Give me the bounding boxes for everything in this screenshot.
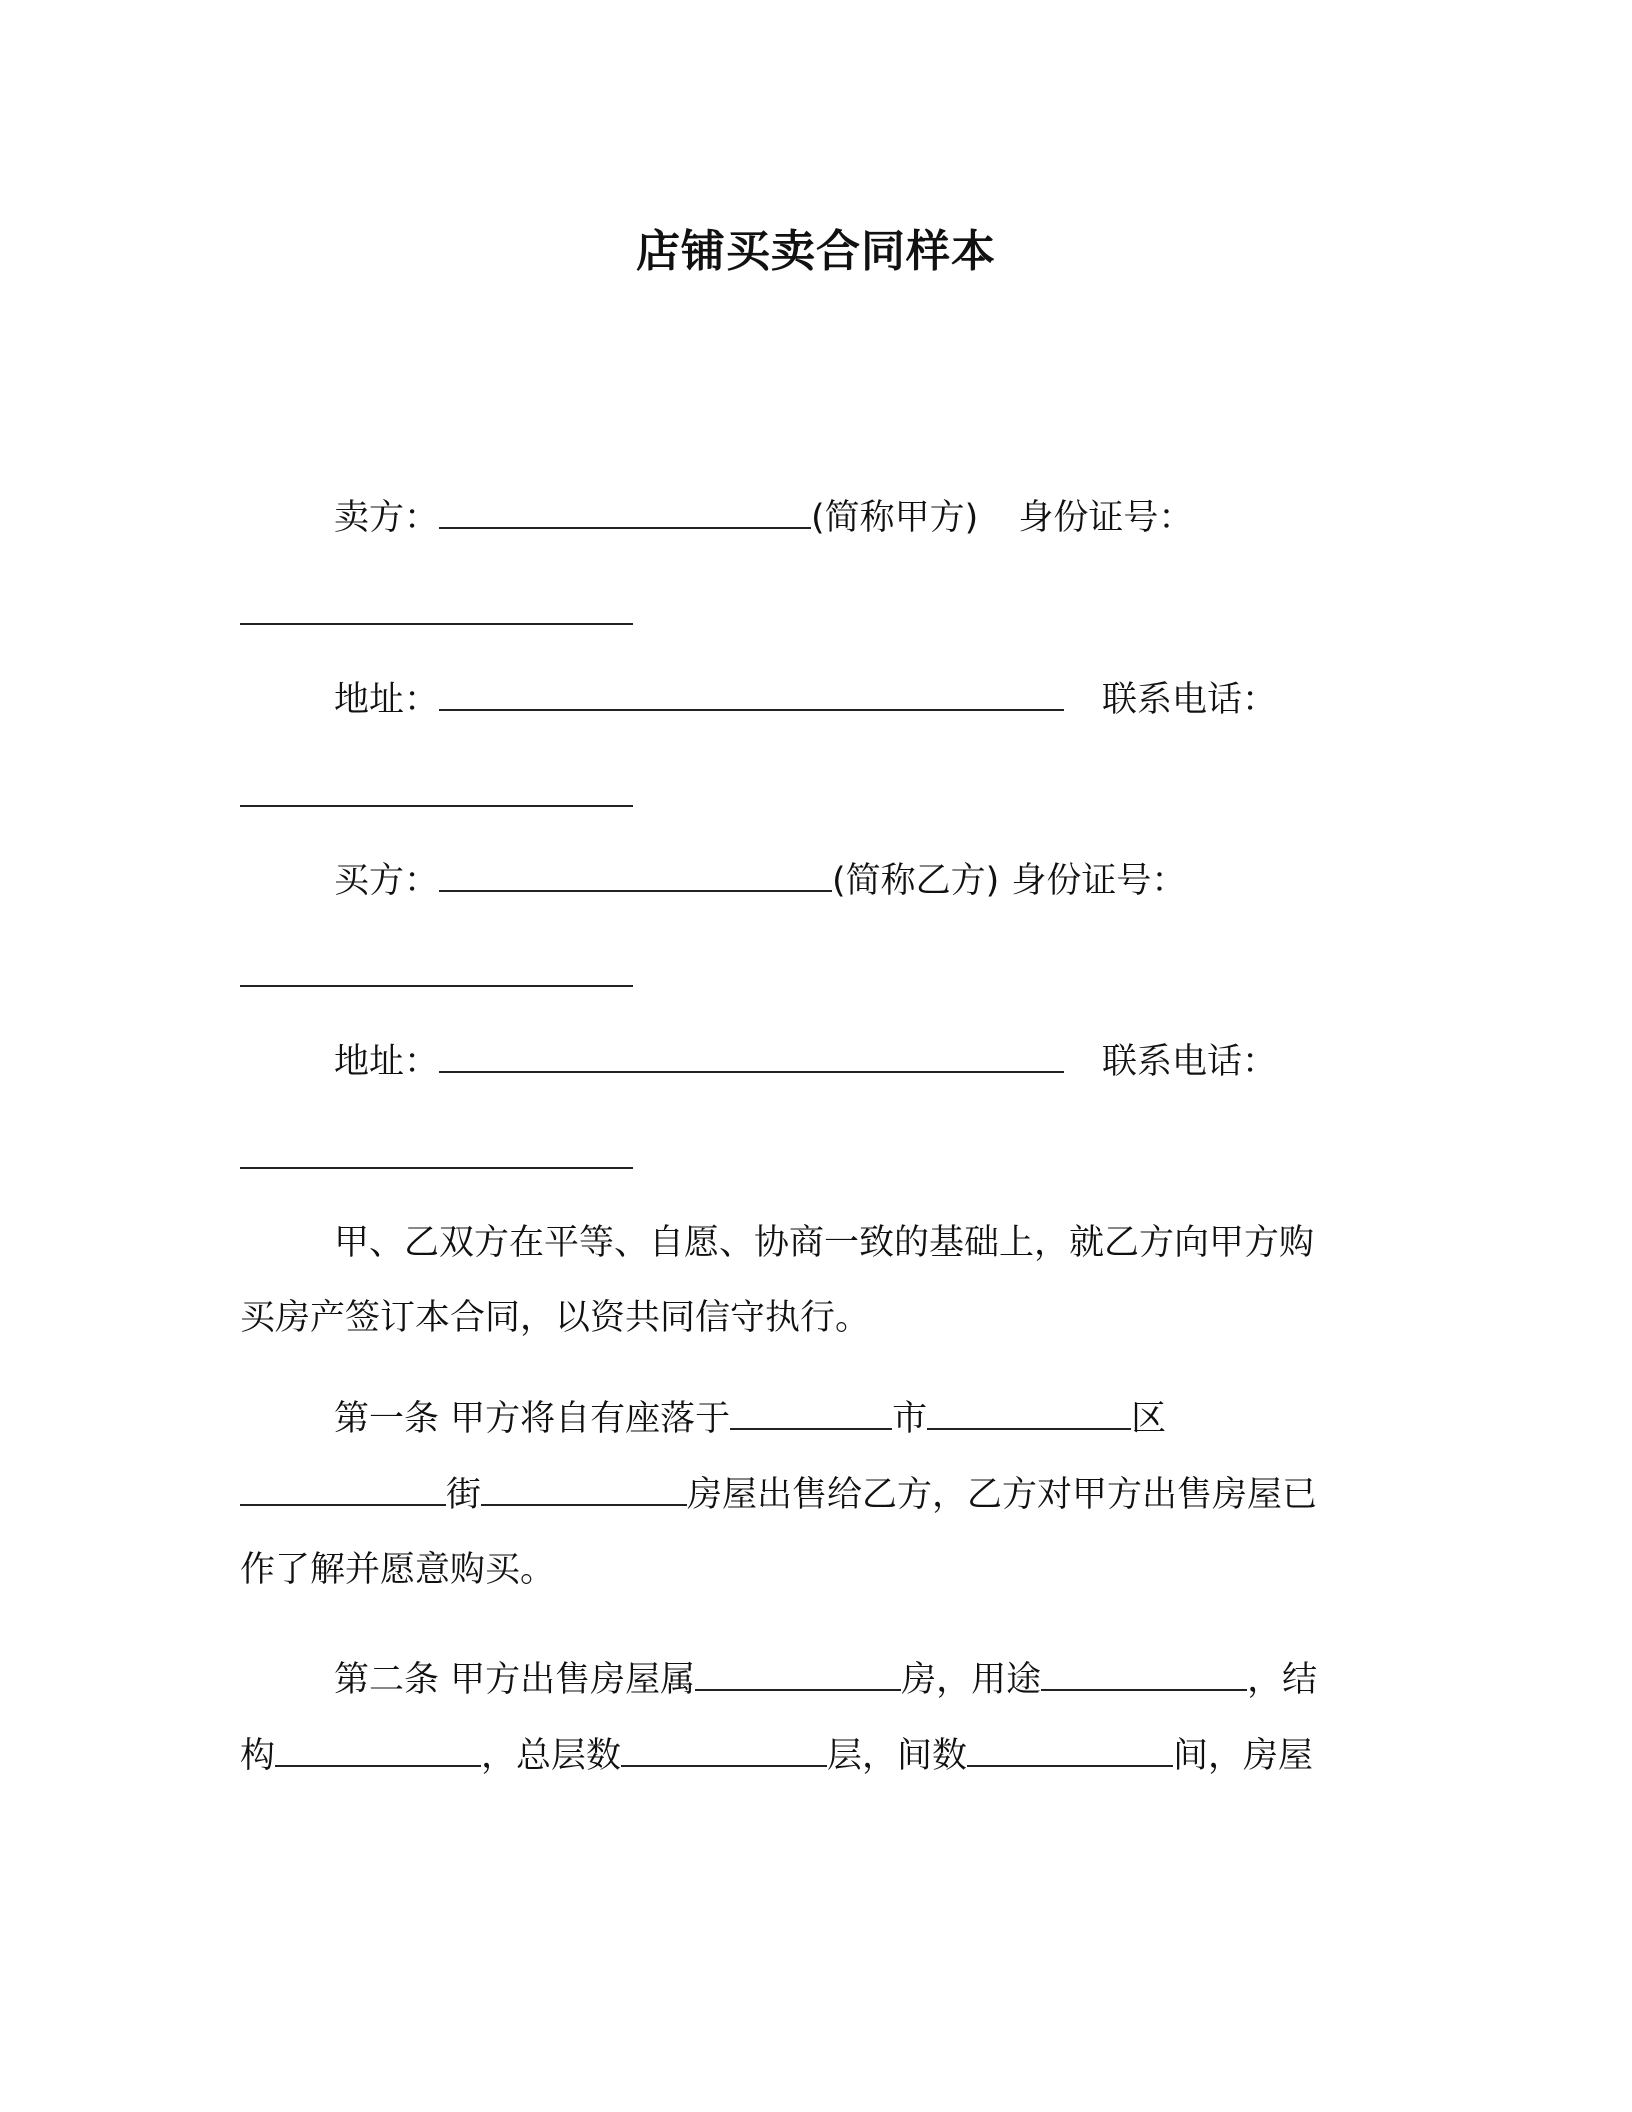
usage-blank: [1041, 1659, 1247, 1691]
buyer-id-blank-line: [240, 952, 633, 1000]
seller-phone-label: 联系电话：: [1102, 680, 1278, 720]
structure-label-end: ，结: [1247, 1660, 1318, 1700]
usage-label: 房，用途: [901, 1660, 1042, 1700]
district-label: 区: [1131, 1399, 1167, 1439]
seller-id-blank-line: [240, 590, 633, 638]
structure-blank: [275, 1735, 481, 1767]
city-blank: [730, 1398, 892, 1430]
preamble-line-1: 甲、乙双方在平等、自愿、协商一致的基础上，就乙方向甲方购: [334, 1223, 1315, 1263]
district-blank: [927, 1398, 1131, 1430]
total-floors-blank: [621, 1735, 827, 1767]
article-1-line-2: [240, 1471, 1317, 1519]
article-2-line-1: [334, 1656, 1317, 1704]
seller-name-blank: [439, 497, 811, 529]
buyer-phone-blank: [240, 1137, 633, 1169]
buyer-address-blank: [439, 1041, 1064, 1073]
buyer-id-blank: [240, 955, 633, 987]
buyer-id-label: 身份证号：: [1011, 861, 1187, 901]
structure-label-start: 构: [240, 1736, 276, 1776]
seller-label: 卖方：: [334, 498, 440, 538]
house-type-blank: [695, 1659, 901, 1691]
street-label: 街: [446, 1475, 482, 1515]
seller-address-blank: [439, 679, 1064, 711]
preamble-line-2: 买房产签订本合同，以资共同信守执行。: [240, 1298, 871, 1338]
seller-address-label: 地址：: [334, 680, 440, 720]
article-1-line-3: 作了解并愿意购买。: [240, 1550, 556, 1590]
buyer-line: [334, 857, 1186, 905]
article-2-intro: 第二条 甲方出售房屋属: [334, 1660, 696, 1700]
city-label: 市: [892, 1399, 928, 1439]
seller-id-label: 身份证号：: [1018, 498, 1194, 538]
document-title: 店铺买卖合同样本: [636, 226, 996, 277]
article-1-sale-text: 房屋出售给乙方，乙方对甲方出售房屋已: [687, 1475, 1318, 1515]
buyer-phone-blank-line: [240, 1134, 633, 1182]
article-1-line-1: [334, 1395, 1166, 1443]
seller-address-line: [334, 676, 1277, 724]
buyer-name-blank: [439, 860, 832, 892]
total-floors-label: ，总层数: [481, 1736, 622, 1776]
seller-abbrev: (简称甲方): [811, 498, 979, 538]
article-2-line-2: [240, 1732, 1313, 1780]
rooms-label: 层，间数: [827, 1736, 968, 1776]
buyer-label: 买方：: [334, 861, 440, 901]
buyer-abbrev: (简称乙方): [832, 861, 1000, 901]
buyer-phone-label: 联系电话：: [1102, 1042, 1278, 1082]
seller-phone-blank: [240, 775, 633, 807]
house-number-blank: [481, 1474, 687, 1506]
buyer-address-label: 地址：: [334, 1042, 440, 1082]
street-blank: [240, 1474, 446, 1506]
rooms-blank: [967, 1735, 1173, 1767]
buyer-address-line: [334, 1038, 1277, 1086]
seller-line: [334, 494, 1193, 542]
seller-id-blank: [240, 593, 633, 625]
seller-phone-blank-line: [240, 772, 633, 820]
rooms-unit-label: 间，房屋: [1173, 1736, 1314, 1776]
article-1-intro: 第一条 甲方将自有座落于: [334, 1399, 731, 1439]
